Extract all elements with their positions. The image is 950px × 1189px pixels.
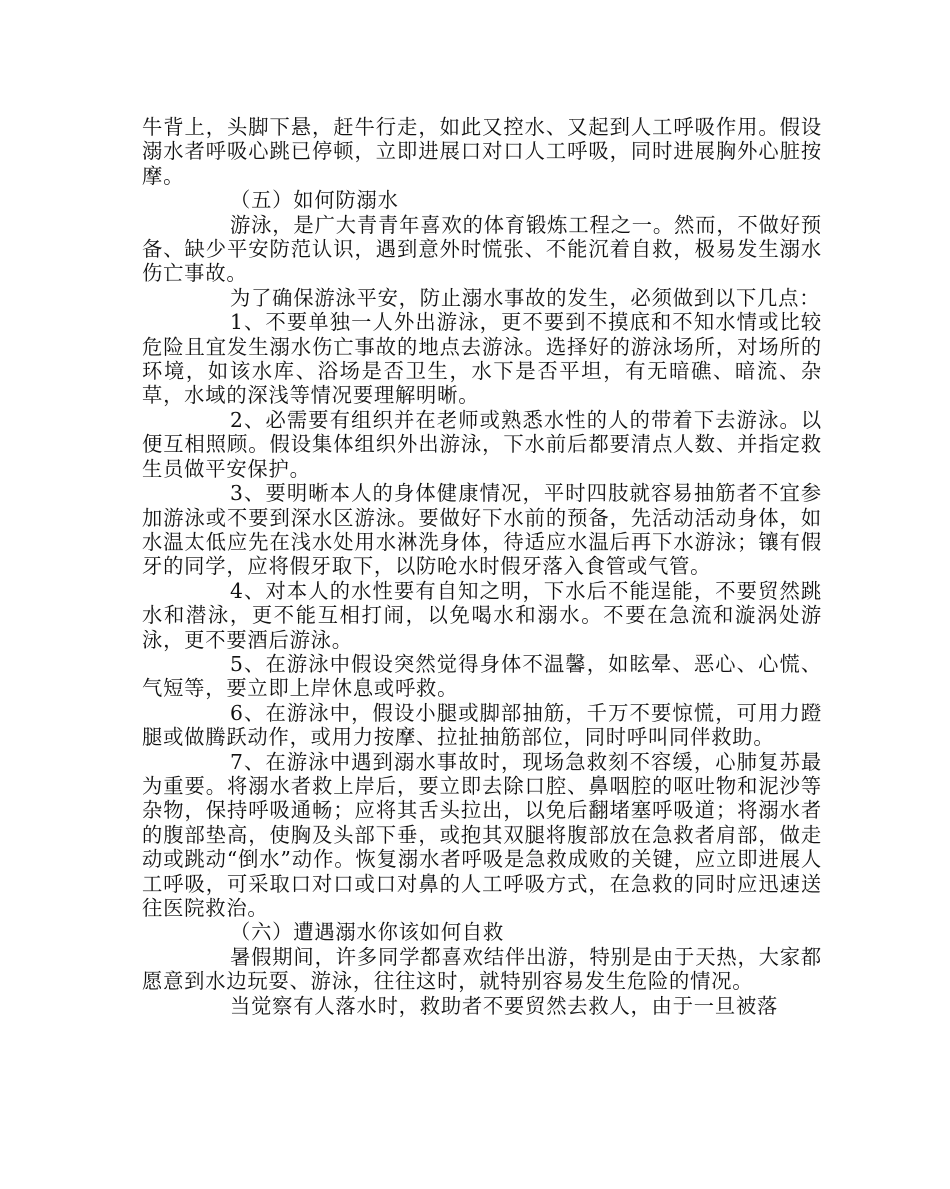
- paragraph: 为了确保游泳平安，防止溺水事故的发生，必须做到以下几点：: [230, 285, 821, 310]
- list-item: 6、在游泳中，假设小腿或脚部抽筋，千万不要惊慌，可用力蹬腿或做腾跃动作，或用力按摩、拉扯抽筋部位，同时呼叫同伴救助。: [142, 700, 822, 750]
- section-heading: （五）如何防溺水: [230, 188, 399, 213]
- paragraph: 当觉察有人落水时，救助者不要贸然去救人，由于一旦被落: [230, 993, 779, 1018]
- list-item: 5、在游泳中假设突然觉得身体不温馨，如眩晕、恶心、心慌、气短等，要立即上岸休息或呼救。: [142, 651, 822, 701]
- document-body: [142, 115, 822, 1018]
- list-item: 4、对本人的水性要有自知之明，下水后不能逞能，不要贸然跳水和潜泳，更不能互相打闹，以免喝水和溺水。不要在急流和漩涡处游泳，更不要酒后游泳。: [142, 578, 822, 652]
- list-item: 1、不要单独一人外出游泳，更不要到不摸底和不知水情或比较危险且宜发生溺水伤亡事故的地点去游泳。选择好的游泳场所，对场所的环境，如该水库、浴场是否卫生，水下是否平坦，有无暗礁、暗流、杂草，水域的深浅等情况要理解明晰。: [142, 310, 822, 408]
- paragraph: 游泳，是广大青青年喜欢的体育锻炼工程之一。然而，不做好预备、缺少平安防范认识，遇到意外时慌张、不能沉着自救，极易发生溺水伤亡事故。: [142, 212, 822, 286]
- list-item: 3、要明晰本人的身体健康情况，平时四肢就容易抽筋者不宜参加游泳或不要到深水区游泳。要做好下水前的预备，先活动活动身体，如水温太低应先在浅水处用水淋洗身体，待适应水温后再下水游泳；镶有假牙的同学，应将假牙取下，以防呛水时假牙落入食管或气管。: [142, 481, 822, 579]
- paragraph: 暑假期间，许多同学都喜欢结伴出游，特别是由于天热，大家都愿意到水边玩耍、游泳，往往这时，就特别容易发生危险的情况。: [142, 944, 822, 994]
- paragraph: 牛背上，头脚下悬，赶牛行走，如此又控水、又起到人工呼吸作用。假设溺水者呼吸心跳已停顿，立即进展口对口人工呼吸，同时进展胸外心脏按摩。: [142, 115, 822, 188]
- list-item: 7、在游泳中遇到溺水事故时，现场急救刻不容缓，心肺复苏最为重要。将溺水者救上岸后，要立即去除口腔、鼻咽腔的呕吐物和泥沙等杂物，保持呼吸通畅；应将其舌头拉出，以免后翻堵塞呼吸道；将溺水者的腹部垫高，使胸及头部下垂，或抱其双腿将腹部放在急救者肩部，做走动或跳动“倒水”动作。恢复溺水者呼吸是急救成败的关键，应立即进展人工呼吸，可采取口对口或口对鼻的人工呼吸方式，在急救的同时应迅速送往医院救治。: [142, 749, 822, 920]
- section-heading: （六）遭遇溺水你该如何自救: [230, 920, 505, 945]
- list-item: 2、必需要有组织并在老师或熟悉水性的人的带着下去游泳。以便互相照顾。假设集体组织外出游泳，下水前后都要清点人数、并指定救生员做平安保护。: [142, 407, 822, 481]
